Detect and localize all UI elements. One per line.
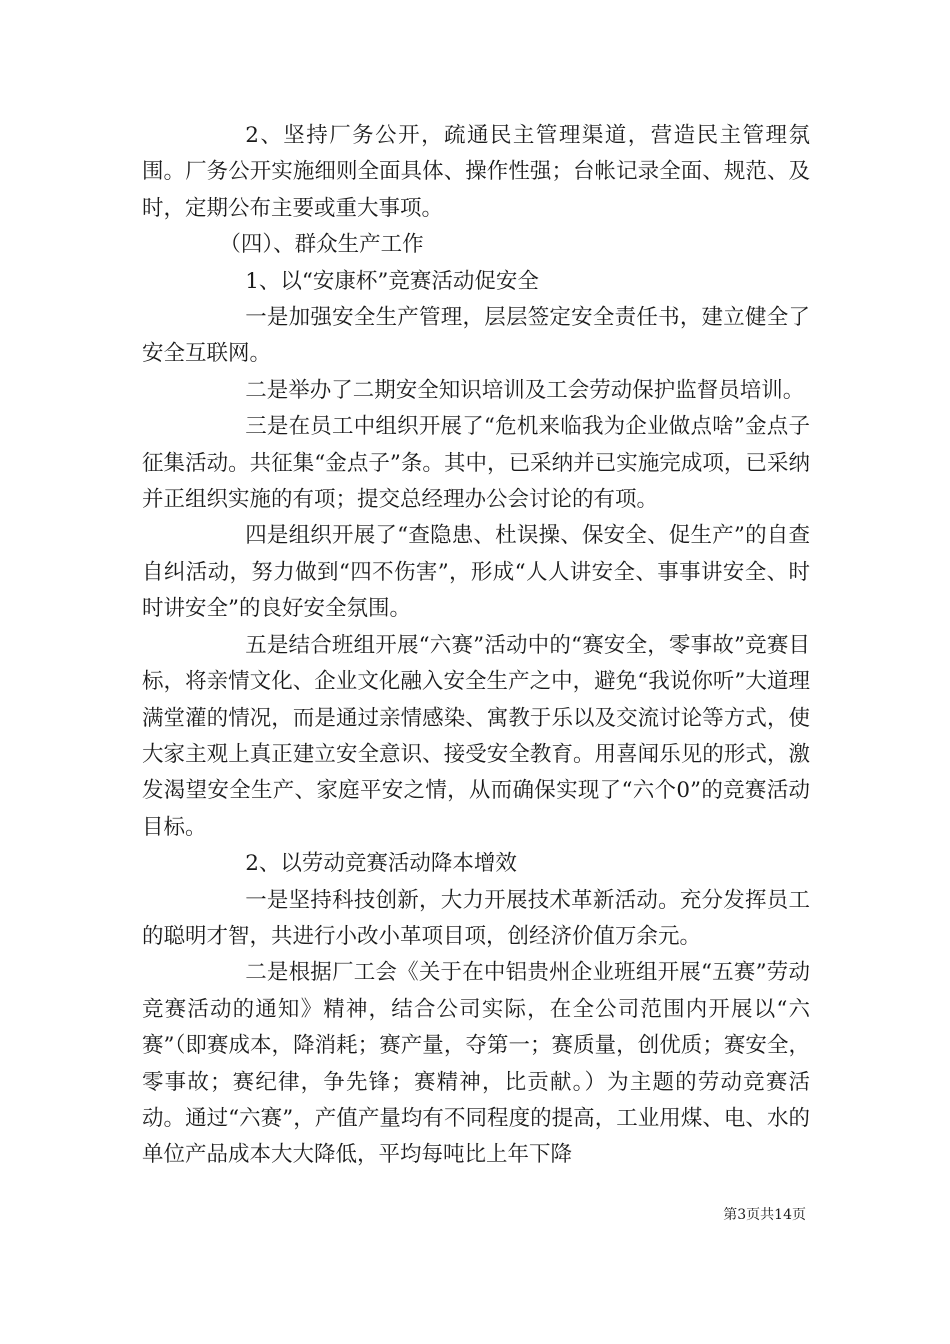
paragraph-golden-ideas: 三是在员工中组织开展了“危机来临我为企业做点啥”金点子征集活动。共征集“金点子”条。其中，已采纳并已实施完成项，已采纳并正组织实施的有项；提交总经理办公会讨论的有项。 [142,414,810,513]
subheading-ankang-cup: 1、以“安康杯”竞赛活动促安全 [245,268,539,294]
paragraph-six-contests-activity: 二是根据厂工会《关于在中铝贵州企业班组开展“五赛”劳动竞赛活动的通知》精神，结合公司实际，在全公司范围内开展以“六赛”（即赛成本，降消耗；赛产量，夺第一；赛质量，创优质；赛安全，零事故；赛纪律，争先锋；赛精神，比贡献。）为主题的劳动竞赛活动。通过“六赛”，产值产量均有不同程度的提高，工业用煤、电、水的单位产品成本大大降低，平均每吨比上年下降 [142,960,810,1168]
paragraph-safety-management: 一是加强安全生产管理，层层签定安全责任书，建立健全了安全互联网。 [142,305,810,367]
section-heading-mass-production: （四）、群众生产工作 [219,232,424,258]
page-number-footer: 第3页共14页 [723,1207,806,1223]
document-body [142,118,810,1174]
paragraph-safety-training: 二是举办了二期安全知识培训及工会劳动保护监督员培训。 [245,377,805,403]
paragraph-self-inspection: 四是组织开展了“查隐患、杜误操、保安全、促生产”的自查自纠活动，努力做到“四不伤害”，形成“人人讲安全、事事讲安全、时时讲安全”的良好安全氛围。 [142,523,810,622]
paragraph-factory-affairs: 2、坚持厂务公开，疏通民主管理渠道，营造民主管理氛围。厂务公开实施细则全面具体、操作性强；台帐记录全面、规范、及时，定期公布主要或重大事项。 [142,123,810,221]
paragraph-six-contests-safety: 五是结合班组开展“六赛”活动中的“赛安全，零事故”竞赛目标，将亲情文化、企业文化融入安全生产之中，避免“我说你听”大道理满堂灌的情况，而是通过亲情感染、寓教于乐以及交流讨论等方式，使大家主观上真正建立安全意识、接受安全教育。用喜闻乐见的形式，激发渴望安全生产、家庭平安之情，从而确保实现了“六个0”的竞赛活动目标。 [142,632,810,840]
paragraph-tech-innovation: 一是坚持科技创新，大力开展技术革新活动。充分发挥员工的聪明才智，共进行小改小革项目项，创经济价值万余元。 [142,887,810,949]
subheading-labor-competition: 2、以劳动竞赛活动降本增效 [245,851,517,877]
